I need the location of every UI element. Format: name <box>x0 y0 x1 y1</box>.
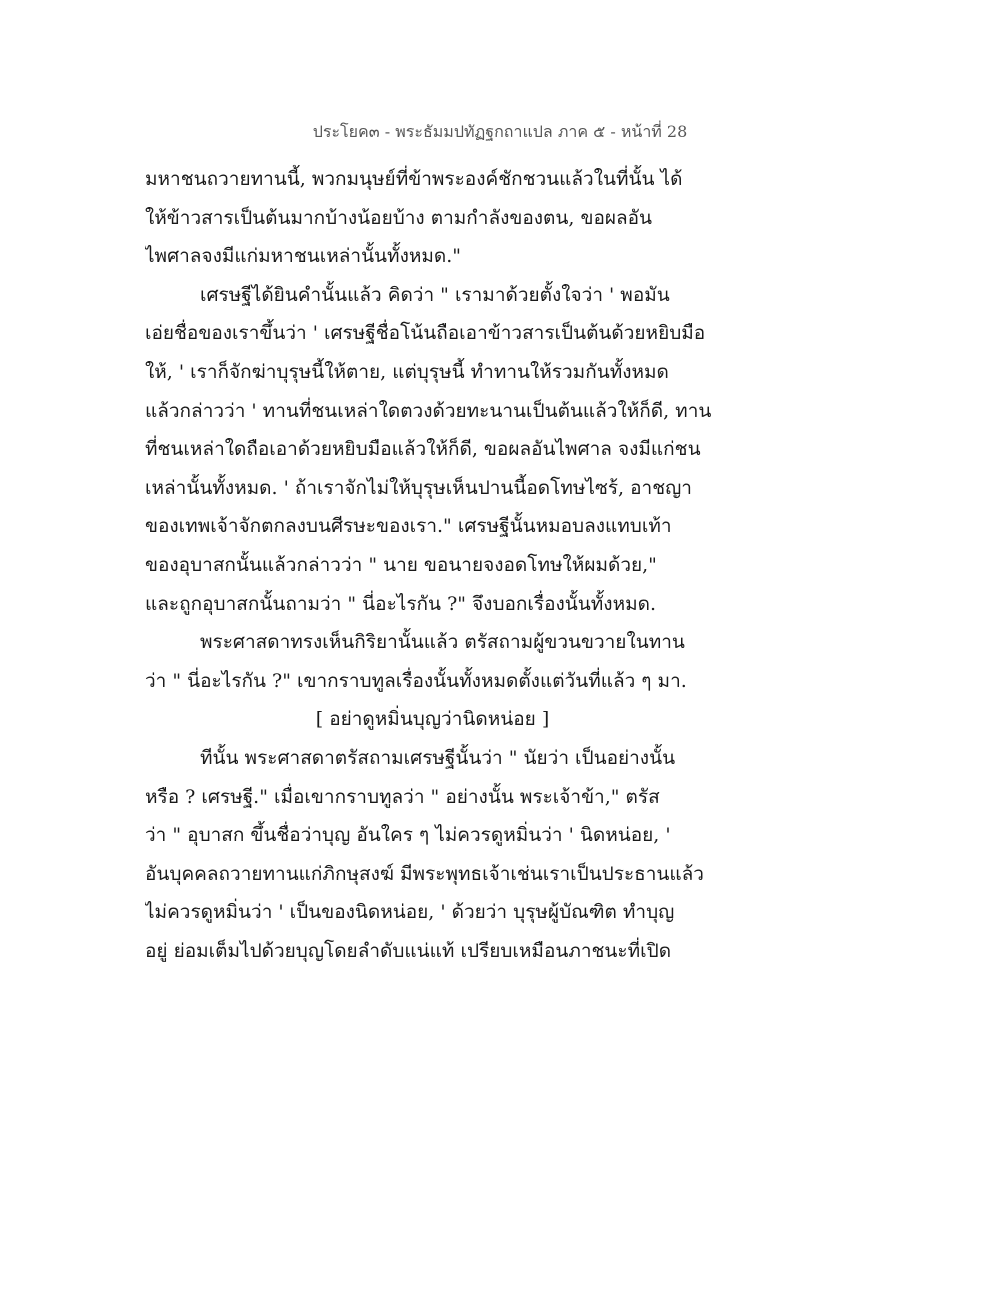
text-line: ที่ชนเหล่าใดถือเอาด้วยหยิบมือแล้วให้ก็ดี, ขอผลอันไพศาล จงมีแก่ชน <box>145 438 701 461</box>
text-line: ของเทพเจ้าจักตกลงบนศีรษะของเรา." เศรษฐีนั้นหมอบลงแทบเท้า <box>145 515 672 538</box>
text-line: อันบุคคลถวายทานแก่ภิกษุสงฆ์ มีพระพุทธเจ้าเช่นเราเป็นประธานแล้ว <box>145 862 704 885</box>
text-line: ว่า " อุบาสก ขึ้นชื่อว่าบุญ อันใคร ๆ ไม่ควรดูหมิ่นว่า ' นิดหน่อย, ' <box>145 824 671 847</box>
text-line: ให้, ' เราก็จักฆ่าบุรุษนี้ให้ตาย, แต่บุรุษนี้ ทำทานให้รวมกันทั้งหมด <box>145 360 669 383</box>
text-line: ของอุบาสกนั้นแล้วกล่าวว่า " นาย ขอนายจงอดโทษให้ผมด้วย," <box>145 553 657 576</box>
section-heading: [ อย่าดูหมิ่นบุญว่านิดหน่อย ] <box>315 708 550 731</box>
paragraph-start-line: ทีนั้น พระศาสดาตรัสถามเศรษฐีนั้นว่า " นัยว่า เป็นอย่างนั้น <box>200 746 676 769</box>
text-line: ให้ข้าวสารเป็นต้นมากบ้างน้อยบ้าง ตามกำลังของตน, ขอผลอัน <box>145 206 653 229</box>
body-text <box>145 160 720 970</box>
text-line: แล้วกล่าวว่า ' ทานที่ชนเหล่าใดตวงด้วยทะนานเป็นต้นแล้วให้ก็ดี, ทาน <box>145 399 712 422</box>
text-line: ไม่ควรดูหมิ่นว่า ' เป็นของนิดหน่อย, ' ด้วยว่า บุรุษผู้บัณฑิต ทำบุญ <box>145 901 675 924</box>
text-line: ไพศาลจงมีแก่มหาชนเหล่านั้นทั้งหมด." <box>145 245 462 268</box>
running-header: ประโยค๓ - พระธัมมปทัฏฐกถาแปล ภาค ๕ - หน้าที่ 28 <box>312 122 688 141</box>
text-line: มหาชนถวายทานนี้, พวกมนุษย์ที่ข้าพระองค์ชักชวนแล้วในที่นั้น ได้ <box>145 168 683 190</box>
text-line: หรือ ? เศรษฐี." เมื่อเขากราบทูลว่า " อย่างนั้น พระเจ้าข้า," ตรัส <box>145 785 660 808</box>
text-line: อยู่ ย่อมเต็มไปด้วยบุญโดยลำดับแน่แท้ เปรียบเหมือนภาชนะที่เปิด <box>145 939 672 962</box>
text-line: และถูกอุบาสกนั้นถามว่า " นี่อะไรกัน ?" จึงบอกเรื่องนั้นทั้งหมด. <box>145 592 657 615</box>
text-line: ว่า " นี่อะไรกัน ?" เขากราบทูลเรื่องนั้นทั้งหมดตั้งแต่วันที่แล้ว ๆ มา. <box>145 669 687 692</box>
paragraph-start-line: เศรษฐีได้ยินคำนั้นแล้ว คิดว่า " เรามาด้วยตั้งใจว่า ' พอมัน <box>200 283 670 306</box>
text-line: เหล่านั้นทั้งหมด. ' ถ้าเราจักไม่ให้บุรุษเห็นปานนี้อดโทษไซร้, อาชญา <box>145 476 692 499</box>
paragraph-start-line: พระศาสดาทรงเห็นกิริยานั้นแล้ว ตรัสถามผู้ขวนขวายในทาน <box>200 631 685 654</box>
text-line: เอ่ยชื่อของเราขึ้นว่า ' เศรษฐีชื่อโน้นถือเอาข้าวสารเป็นต้นด้วยหยิบมือ <box>145 322 706 345</box>
